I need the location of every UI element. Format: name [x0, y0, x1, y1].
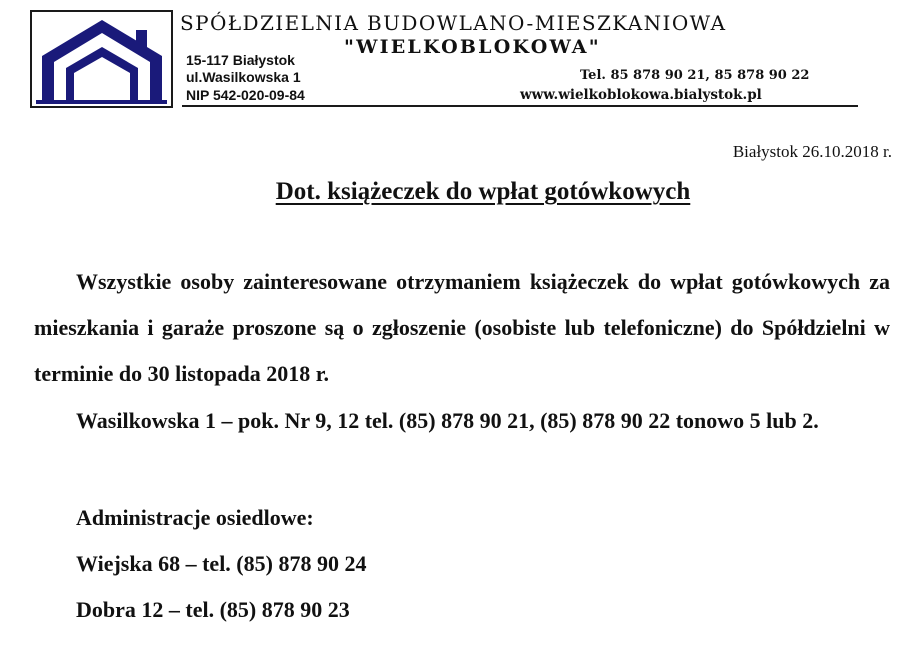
document-title: Dot. książeczek do wpłat gotówkowych [275, 178, 691, 205]
logo [30, 10, 173, 108]
main-paragraph: Wszystkie osoby zainteresowane otrzymaniem książeczek do wpłat gotówkowych za mieszkania i garaże proszone są o zgłoszenie (osobiste lub telefoniczne) do Spółdzielni w terminie do 30 listopada 2018 r. [34, 269, 890, 386]
contact-paragraph: Wasilkowska 1 – pok. Nr 9, 12 tel. (85) 878 90 21, (85) 878 90 22 tonowo 5 lub 2. [76, 408, 819, 433]
phone-numbers: Tel. 85 878 90 21, 85 878 90 22 [580, 68, 810, 83]
cooperative-name: SPÓŁDZIELNIA BUDOWLANO-MIESZKANIOWA [180, 11, 727, 35]
address-street: ul.Wasilkowska 1 [186, 69, 301, 85]
house-logo-icon [32, 12, 171, 106]
document-date: Białystok 26.10.2018 r. [732, 142, 892, 161]
admin-office-line: Dobra 12 – tel. (85) 878 90 23 [76, 597, 350, 622]
admin-offices-heading: Administracje osiedlowe: [76, 505, 314, 530]
website: www.wielkoblokowa.bialystok.pl [520, 87, 762, 103]
tax-id: NIP 542-020-09-84 [186, 87, 305, 103]
letterhead [0, 0, 916, 120]
cooperative-subtitle: "WIELKOBLOKOWA" [344, 36, 601, 58]
letterhead-divider [182, 105, 858, 107]
address-city: 15-117 Białystok [186, 52, 295, 68]
admin-office-line: Wiejska 68 – tel. (85) 878 90 24 [76, 551, 367, 576]
